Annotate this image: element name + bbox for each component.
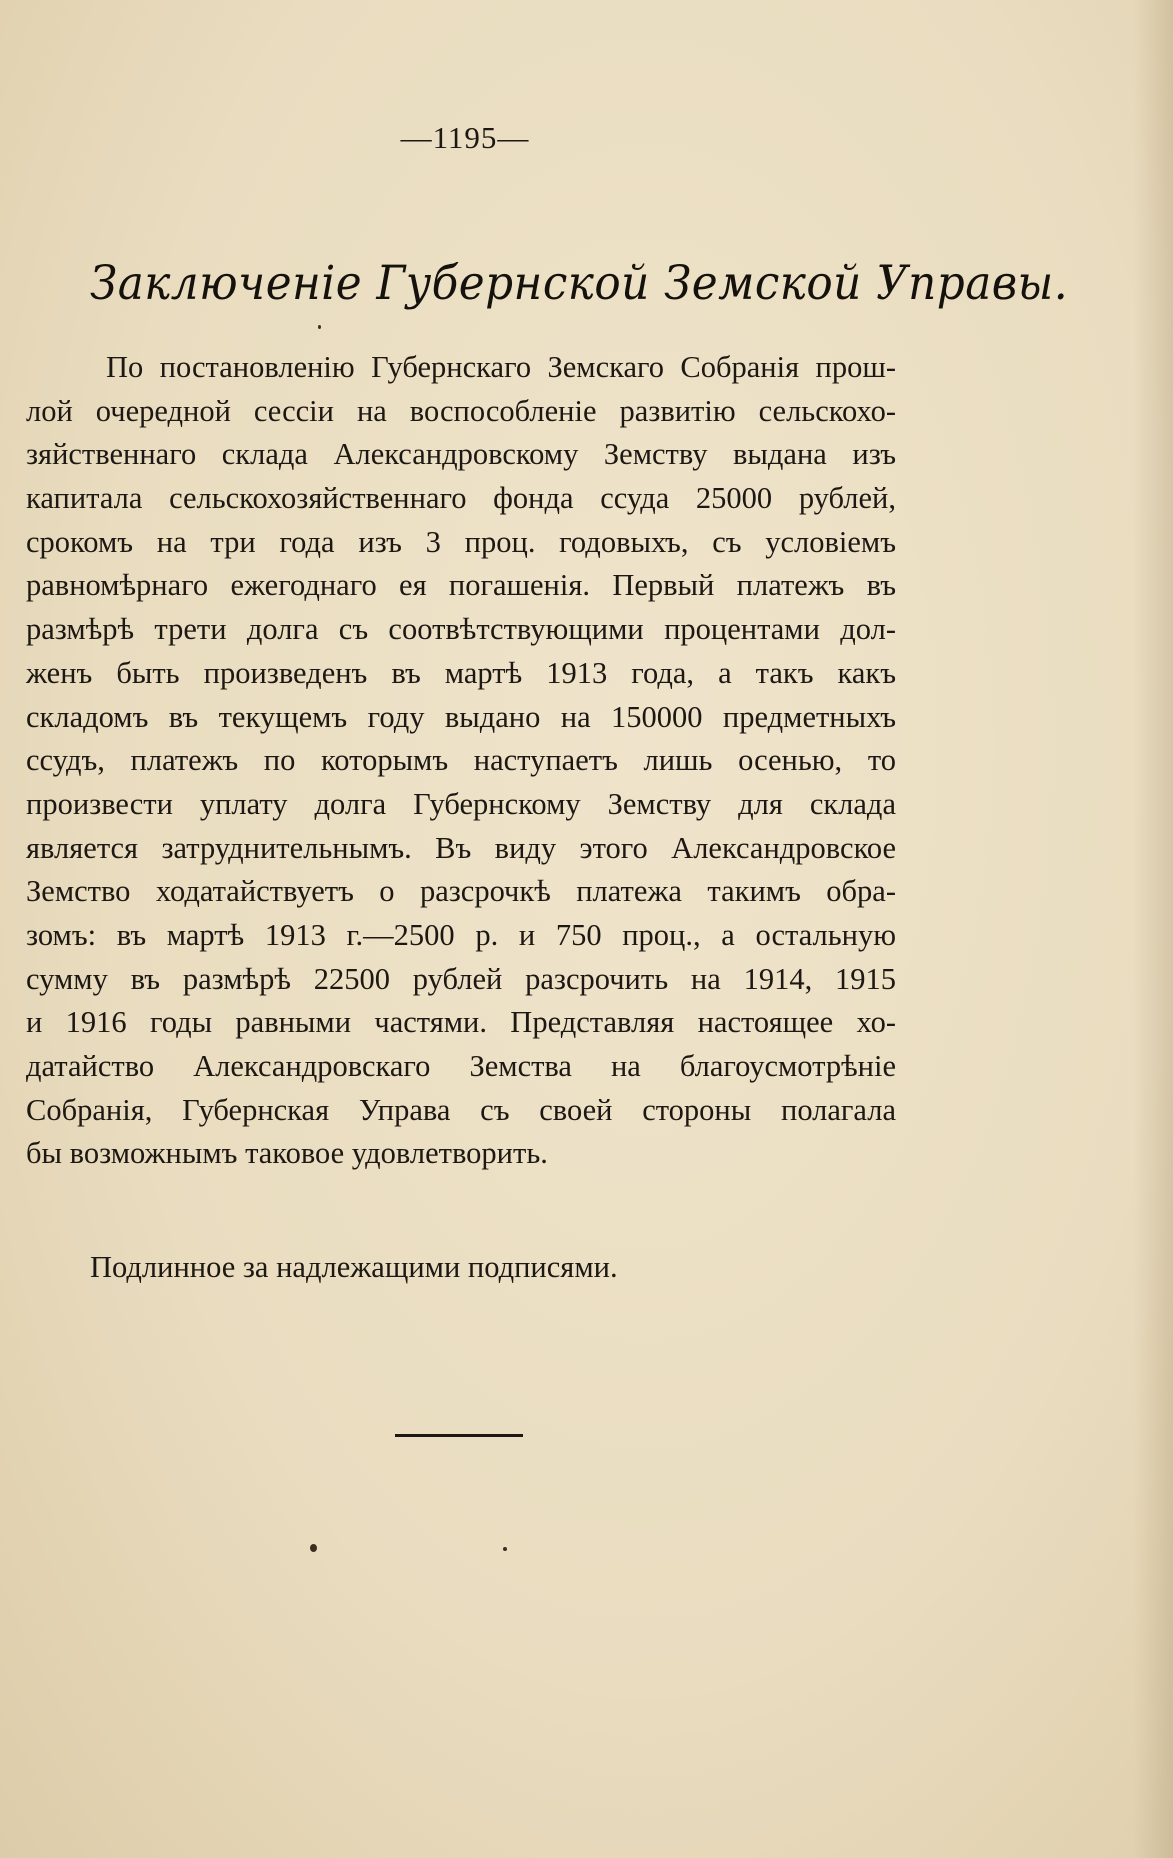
body-line: и 1916 годы равными частями. Представляя настоящее хо- [26,1005,896,1040]
body-line: ссудъ, платежъ по которымъ наступаетъ лишь осенью, то [26,743,896,778]
paper-speck [310,1544,317,1552]
body-line: складомъ въ текущемъ году выдано на 150000 предметныхъ [26,699,896,734]
body-line: Земство ходатайствуетъ о разсрочкѣ платежа такимъ обра- [26,874,896,909]
body-line: датайство Александровскаго Земства на благоусмотрѣніе [26,1049,896,1083]
body-line: капитала сельскохозяйственнаго фонда ссуда 25000 рублей, [26,481,896,516]
body-line: равномѣрнаго ежегоднаго ея погашенія. Первый платежъ въ [26,568,896,603]
body-line: лой очередной сессіи на воспособленіе развитію сельскохо- [26,393,896,428]
page-edge-shadow [1133,0,1173,1858]
body-line: бы возможнымъ таковое удовлетворить. [26,1136,548,1171]
body-paragraph [26,346,896,1176]
body-line: размѣрѣ трети долга съ соотвѣтствующими процентами дол- [26,612,896,647]
body-line: женъ быть произведенъ въ мартѣ 1913 года, а такъ какъ [26,655,896,690]
paper-speck [318,325,321,329]
paper-speck [503,1547,507,1551]
section-heading: Заключеніе Губернской Земской Управы. [90,256,1069,311]
body-line: срокомъ на три года изъ 3 проц. годовыхъ, съ условіемъ [26,524,896,559]
page-number: —1195— [400,120,530,155]
body-line: является затруднительнымъ. Въ виду этого Александровское [26,830,896,865]
closing-rule [395,1434,523,1437]
body-line: Собранія, Губернская Управа съ своей стороны полагала [26,1092,896,1127]
body-line: произвести уплату долга Губернскому Земству для склада [26,786,896,821]
body-line: По постановленію Губернскаго Земскаго Собранія прош- [106,350,896,384]
closing-note: Подлинное за надлежащими подписями. [90,1250,618,1284]
body-line: сумму въ размѣрѣ 22500 рублей разсрочить на 1914, 1915 [26,961,896,996]
body-line: зомъ: въ мартѣ 1913 г.—2500 р. и 750 проц., а остальную [26,917,896,952]
body-line: зяйственнаго склада Александровскому Земству выдана изъ [26,437,896,472]
